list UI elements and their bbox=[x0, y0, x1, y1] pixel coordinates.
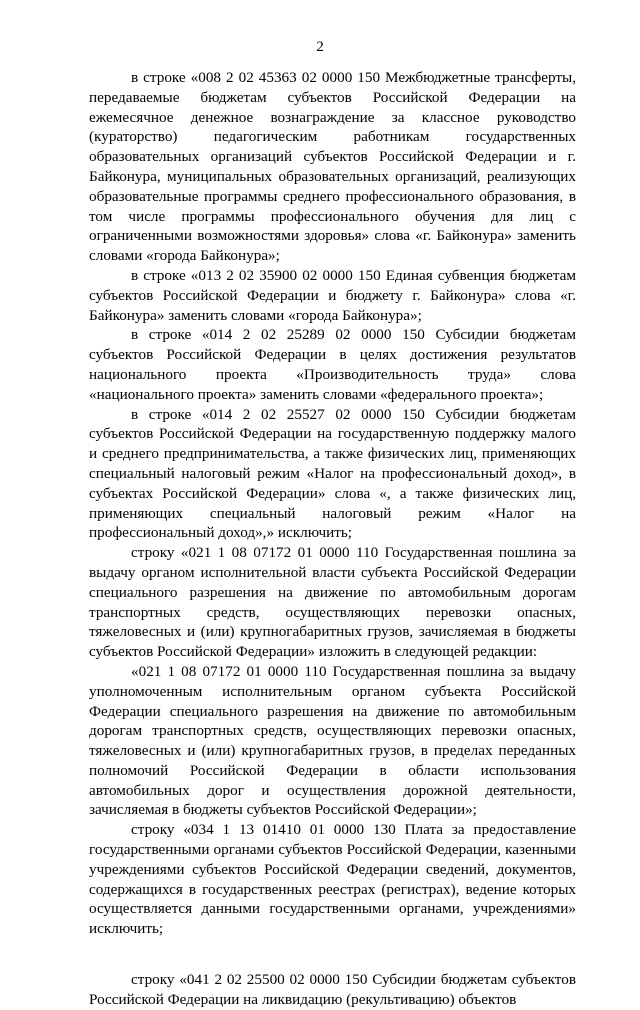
page-number: 2 bbox=[316, 38, 324, 55]
paragraph-new-wording-021: «021 1 08 07172 01 0000 110 Государственная пошлина за выдачу уполномоченным исполнительным органом субъекта Российской Федерации специального разрешения на движение по автомобильным дорогам транспортных средств, осуществляющих перевозки опасных, тяжеловесных и (или) крупногабаритных грузов, в пределах переданных полномочий Российской Федерации в области использования автомобильных дорог и осуществления дорожной деятельности, зачисляемая в бюджеты субъектов Российской Федерации»; bbox=[89, 662, 576, 819]
paragraph-amendment-013: в строке «013 2 02 35900 02 0000 150 Единая субвенция бюджетам субъектов Российской Федерации и бюджету г. Байконура» слова «г. Байконура» заменить словами «города Байконура»; bbox=[89, 266, 576, 324]
document-body bbox=[89, 68, 576, 1010]
paragraph-amendment-021: строку «021 1 08 07172 01 0000 110 Государственная пошлина за выдачу органом исполнительной власти субъекта Российской Федерации специального разрешения на движение по автомобильным дорогам транспортных средств, осуществляющих перевозки опасных, тяжеловесных и (или) крупногабаритных грузов, зачисляемая в бюджеты субъектов Российской Федерации» изложить в следующей редакции: bbox=[89, 544, 576, 661]
paragraph-amendment-014-25289: в строке «014 2 02 25289 02 0000 150 Субсидии бюджетам субъектов Российской Федерации в целях достижения результатов национального проекта «Производительность труда» слова «национального проекта» заменить словами «федерального проекта»; bbox=[89, 326, 576, 403]
paragraph-amendment-008: в строке «008 2 02 45363 02 0000 150 Межбюджетные трансферты, передаваемые бюджетам субъектов Российской Федерации на ежемесячное денежное вознаграждение за классное руководство (кураторство) педагогическим работникам государственных образовательных организаций субъектов Российской Федерации и г. Байконура, муниципальных образовательных организаций, реализующих образовательные программы среднего профессионального образования, в том числе программы профессионального обучения для лиц с ограниченными возможностями здоровья» слова «г. Байконура» заменить словами «города Байконура»; bbox=[89, 69, 576, 265]
paragraph-amendment-014-25527: в строке «014 2 02 25527 02 0000 150 Субсидии бюджетам субъектов Российской Федерации на государственную поддержку малого и среднего предпринимательства, а также физических лиц, применяющих специальный налоговый режим «Налог на профессиональный доход», в субъектах Российской Федерации» слова «, а также физических лиц, применяющих специальный налоговый режим «Налог на профессиональный доход»,» исключить; bbox=[89, 405, 576, 542]
paragraph-amendment-034: строку «034 1 13 01410 01 0000 130 Плата за предоставление государственными органами субъектов Российской Федерации, казенными учреждениями субъектов Российской Федерации сведений, документов, содержащихся в государственных реестрах (регистрах), ведение которых осуществляется данными государственными органами, учреждениями» исключить; bbox=[89, 821, 576, 938]
paragraph-amendment-041: строку «041 2 02 25500 02 0000 150 Субсидии бюджетам субъектов Российской Федерации на ликвидацию (рекультивацию) объектов bbox=[89, 971, 576, 1008]
